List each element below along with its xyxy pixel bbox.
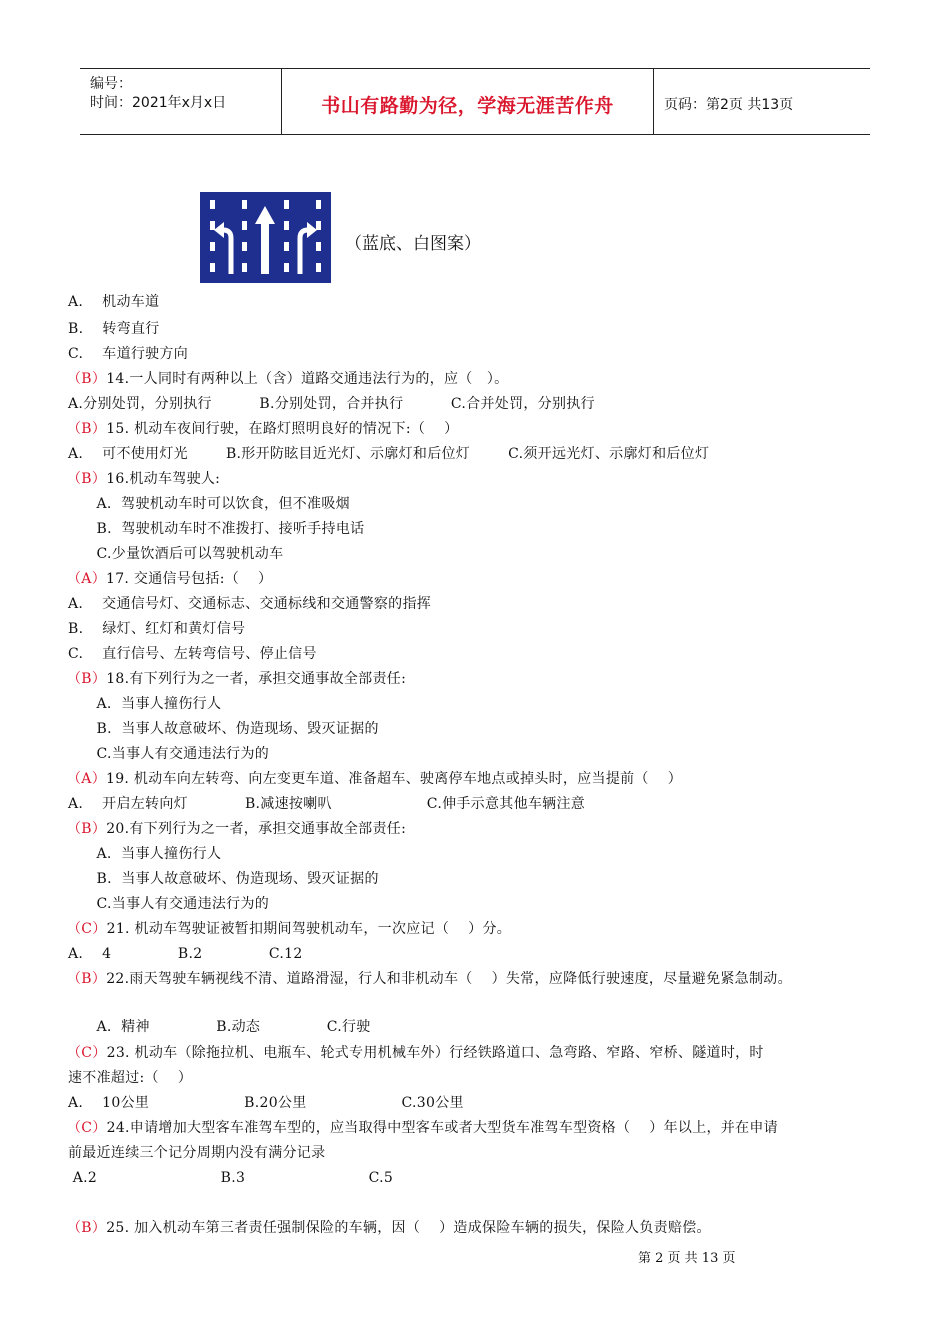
question-line [67, 1219, 711, 1237]
line-text: A. 交通信号灯、交通标志、交通标线和交通警察的指挥 [68, 596, 432, 612]
question-line [68, 795, 585, 813]
line-text: C.当事人有交通违法行为的 [68, 896, 270, 912]
answer-marker: （B） [67, 471, 107, 487]
line-text: A. 驾驶机动车时可以饮食，但不准吸烟 [68, 496, 350, 512]
question-line [68, 895, 269, 913]
question-line [67, 370, 508, 388]
question-line [68, 1069, 192, 1087]
question-line [68, 320, 160, 338]
question-line [68, 1169, 393, 1187]
line-text: 17. 交通信号包括:（ ） [106, 571, 273, 587]
line-text: 18.有下列行为之一者，承担交通事故全部责任: [106, 671, 407, 687]
line-text: C.当事人有交通违法行为的 [68, 746, 270, 762]
line-text: B. 驾驶机动车时不准拨打、接听手持电话 [68, 521, 365, 537]
lane-direction-sign [200, 192, 331, 283]
line-text: A. 10公里 B.20公里 C.30公里 [68, 1095, 464, 1111]
answer-marker: （B） [67, 1220, 107, 1236]
line-text: 20.有下列行为之一者，承担交通事故全部责任: [106, 821, 407, 837]
motto-text: 书山有路勤为径，学海无涯苦作舟 [321, 95, 614, 117]
line-text: 15. 机动车夜间行驶，在路灯照明良好的情况下:（ ） [106, 421, 459, 437]
question-line [68, 620, 245, 638]
question-line [67, 1044, 764, 1062]
answer-marker: （B） [67, 971, 107, 987]
line-text: 14.一人同时有两种以上（含）道路交通违法行为的，应（ ）。 [106, 371, 509, 387]
line-text: 23. 机动车（除拖拉机、电瓶车、轮式专用机械车外）行经铁路道口、急弯路、窄路、窄桥、隧道时，时 [106, 1045, 764, 1061]
line-text: C.少量饮酒后可以驾驶机动车 [68, 546, 284, 562]
line-text: A. 4 B.2 C.12 [68, 946, 303, 962]
line-text: 速不准超过:（ ） [68, 1070, 193, 1086]
line-text: 24.申请增加大型客车准驾车型的，应当取得中型客车或者大型货车准驾车型资格（ ）年以上，并在申请 [106, 1120, 778, 1136]
question-line [68, 720, 379, 738]
question-line [68, 845, 221, 863]
question-line [67, 820, 406, 838]
question-line [67, 920, 511, 938]
question-line [68, 545, 283, 563]
page-label: 页码：第2页 共13页 [664, 97, 794, 113]
header-motto-cell [282, 69, 654, 135]
answer-marker: （C） [67, 921, 107, 937]
line-text: A. 可不使用灯光 B.形开防眩目近光灯、示廓灯和后位灯 C.须开远光灯、示廓灯和后位灯 [68, 446, 710, 462]
question-line [68, 520, 364, 538]
answer-marker: （A） [67, 771, 107, 787]
answer-marker: （C） [67, 1045, 107, 1061]
question-line [68, 645, 317, 663]
line-text: C. 直行信号、左转弯信号、停止信号 [68, 646, 317, 662]
line-text: A. 当事人撞伤行人 [68, 696, 222, 712]
line-text: A.2 B.3 C.5 [68, 1170, 394, 1186]
line-text: A.分别处罚，分别执行 B.分别处罚，合并执行 C.合并处罚，分别执行 [68, 396, 595, 412]
line-text: B. 当事人故意破坏、伪造现场、毁灭证据的 [68, 721, 379, 737]
line-text: A. 机动车道 [68, 294, 160, 310]
question-line [68, 745, 269, 763]
question-line [67, 1119, 778, 1137]
answer-marker: （B） [67, 821, 107, 837]
answer-marker: （B） [67, 421, 107, 437]
header-page-cell [654, 69, 870, 135]
question-line [67, 970, 792, 988]
question-line [68, 293, 159, 311]
question-line [68, 395, 595, 413]
answer-marker: （A） [67, 571, 107, 587]
line-text: B. 绿灯、红灯和黄灯信号 [68, 621, 246, 637]
line-text: 25. 加入机动车第三者责任强制保险的车辆，因（ ）造成保险车辆的损失，保险人负责赔偿。 [106, 1220, 711, 1236]
question-line [68, 495, 350, 513]
question-line [67, 420, 458, 438]
question-line [67, 670, 406, 688]
question-line [68, 445, 709, 463]
sign-caption: （蓝底、白图案） [345, 234, 481, 254]
line-text: A. 精神 B.动态 C.行驶 [68, 1019, 371, 1035]
line-text: 前最近连续三个记分周期内没有满分记录 [68, 1145, 326, 1161]
question-line [68, 595, 431, 613]
question-line [68, 870, 379, 888]
header-info-cell [80, 69, 282, 135]
line-text: A. 开启左转向灯 B.减速按喇叭 C.伸手示意其他车辆注意 [68, 796, 586, 812]
answer-marker: （B） [67, 671, 107, 687]
question-line [68, 1018, 371, 1036]
answer-marker: （C） [67, 1120, 107, 1136]
answer-marker: （B） [67, 371, 107, 387]
date-label: 时间：2021年x月x日 [90, 95, 227, 111]
question-line [68, 1094, 464, 1112]
line-text: 21. 机动车驾驶证被暂扣期间驾驶机动车，一次应记（ ）分。 [106, 921, 512, 937]
line-text: A. 当事人撞伤行人 [68, 846, 222, 862]
line-text: 16.机动车驾驶人: [106, 471, 221, 487]
page-footer: 第 2 页 共 13 页 [638, 1251, 736, 1266]
line-text: B. 转弯直行 [68, 321, 160, 337]
question-line [68, 345, 188, 363]
question-line [67, 570, 272, 588]
question-line [68, 695, 221, 713]
line-text: 19. 机动车向左转弯、向左变更车道、准备超车、驶离停车地点或掉头时，应当提前（ ） [106, 771, 683, 787]
question-line [68, 1144, 325, 1162]
question-line [67, 470, 220, 488]
document-header [80, 68, 870, 135]
line-text: B. 当事人故意破坏、伪造现场、毁灭证据的 [68, 871, 379, 887]
line-text: C. 车道行驶方向 [68, 346, 189, 362]
code-label: 编号： [90, 76, 132, 92]
question-line [67, 770, 682, 788]
question-line [68, 945, 303, 963]
line-text: 22.雨天驾驶车辆视线不清、道路滑湿，行人和非机动车（ ）失常，应降低行驶速度，尽量避免紧急制动。 [106, 971, 792, 987]
